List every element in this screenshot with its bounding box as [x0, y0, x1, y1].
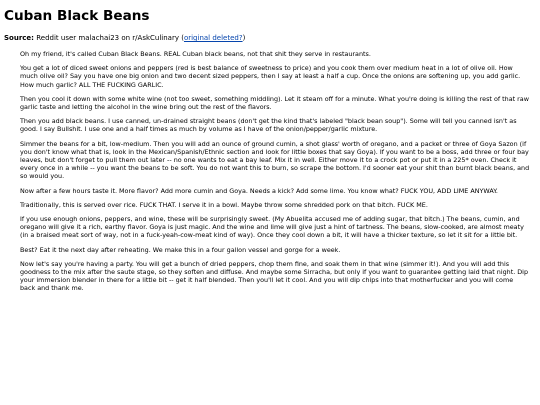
- paragraph: If you use enough onions, peppers, and wine, these will be surprisingly sweet. (My Abuelita accused me of adding sugar, that bitch.) The beans, cumin, and oregano will give it a rich, earthy flavor. Goya is just magic. And the wine and lime will give just a hint of tartness. The beans, slow-cooked, are almost meaty (in a braised meat sort of way, not in a fuck-yeah-cow-meat kind of way). Once they cool down a bit, it will have a thicker texture, so let it sit for a little bit.: [20, 215, 524, 240]
- paragraph: Now after a few hours taste it. More flavor? Add more cumin and Goya. Needs a kick? Add some lime. You know what? FUCK YOU, ADD LIME ANYWAY.: [20, 186, 498, 195]
- paragraph: Then you add black beans. I use canned, un-drained straight beans (don't get the kind that's labeled "black bean soup"). Some will tell you canned isn't as good. I say Bullshit. I use one and a half times as much by volume as I have of the onion/pepper/garlic mixture.: [20, 117, 517, 134]
- source-label: Source:: [4, 34, 34, 42]
- source-text: Reddit user malachai23 on r/AskCulinary (: [36, 34, 184, 42]
- paragraph: Simmer the beans for a bit, low-medium. Then you will add an ounce of ground cumin, a shot glass' worth of oregano, and a packet or three of Goya Sazon (if you don't know what that is, look in the Mexican/Spanish/Ethnic section and look for little boxes that say Goya). If you want to be a boss, add three or four bay leaves, but don't forget to pull them out later -- no one wants to eat a bay leaf. Mix it in well. Either move it to a crock pot or put it in a 225* oven. Check it every once in a while -- you want the beans to be soft. You do not want this to burn, so scrape the bottom. I'd sooner eat your shit than burnt black beans, and so would you.: [20, 139, 530, 181]
- paragraph: You get a lot of diced sweet onions and peppers (red is best balance of sweetness to price) and you cook them over medium heat in a lot of olive oil. How much olive oil? Say you have one big onion and two decent sized peppers, then I say at least a half a cup. Once the onions are softening up, you add garlic. How much garlic? ALL THE FUCKING GARLIC.: [20, 64, 521, 89]
- source-line: [4, 34, 532, 43]
- paragraph: Now let's say you're having a party. You will get a bunch of dried peppers, chop them fine, and soak them in that wine (simmer it!). And you will add this goodness to the mix after the saute stage, so they soften and diffuse. And maybe some Sirracha, but only if you want to guarantee getting laid that night. Dip your immersion blender in there for a little bit -- get it half blended. Then you'll let it cool. And you will dip chips into that motherfucker and you will come back and thank me.: [20, 259, 529, 293]
- recipe-body: [4, 50, 532, 293]
- paragraph: Then you cool it down with some white wine (not too sweet, something middling). Let it steam off for a minute. What you're doing is killing the rest of that raw garlic taste and letting the alcohol in the wine bring out the rest of the flavors.: [20, 94, 529, 112]
- paragraph: Oh my friend, it's called Cuban Black Beans. REAL Cuban black beans, not that shit they serve in restaurants.: [20, 50, 371, 58]
- page-title: Cuban Black Beans: [4, 8, 150, 24]
- original-deleted-link[interactable]: original deleted?: [183, 34, 243, 42]
- paragraph: Best? Eat it the next day after reheating. We make this in a four gallon vessel and gorge for a week.: [20, 245, 341, 254]
- paragraph: Traditionally, this is served over rice. FUCK THAT. I serve it in a bowl. Maybe throw some shredded pork on that bitch. FUCK ME.: [20, 200, 428, 209]
- source-suffix: ): [242, 34, 246, 42]
